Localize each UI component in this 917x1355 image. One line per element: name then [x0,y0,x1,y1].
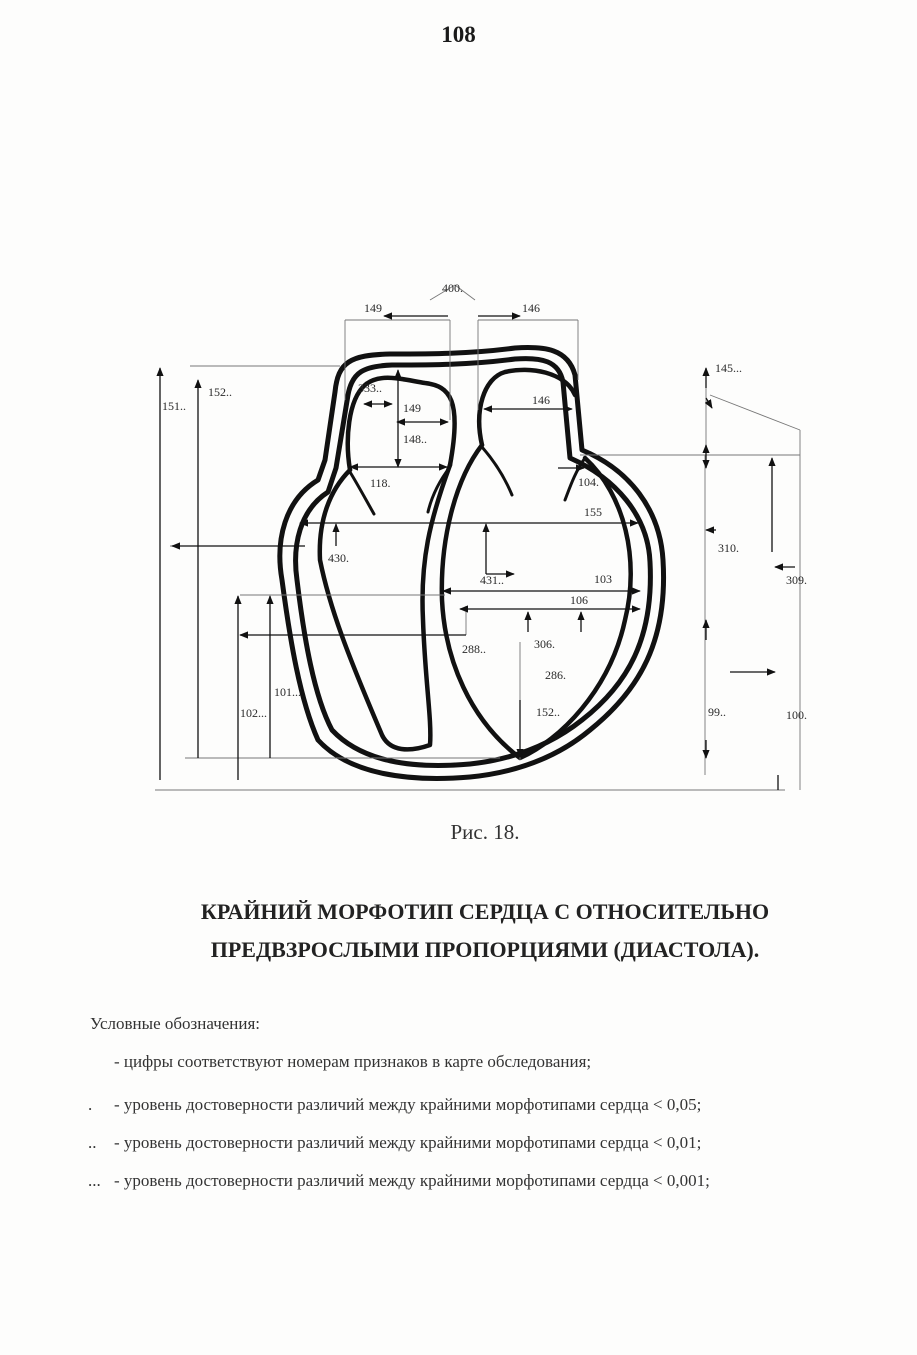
legend-marker: ... [88,1171,101,1190]
label-286: 286. [545,668,566,682]
heart-chambers [320,370,631,758]
label-145: 145... [715,361,742,375]
legend-marker: . [88,1095,93,1114]
legend-item [88,1052,848,1072]
label-400: 400. [442,281,463,295]
page-number: 108 [441,22,476,47]
label-152-left: 152.. [208,385,232,399]
label-333: 333.. [358,381,382,395]
label-310: 310. [718,541,739,555]
label-148: 148.. [403,432,427,446]
label-288: 288.. [462,642,486,656]
label-151: 151.. [162,399,186,413]
label-149-top: 149 [364,301,382,315]
label-430: 430. [328,551,349,565]
legend-text: - уровень достоверности различий между крайними морфотипами сердца < 0,05; [114,1095,702,1114]
label-100: 100. [786,708,807,722]
label-102: 102... [240,706,267,720]
legend-text: - уровень достоверности различий между крайними морфотипами сердца < 0,01; [114,1133,702,1152]
legend-marker: .. [88,1133,97,1152]
label-152-bottom: 152.. [536,705,560,719]
page-title [110,893,860,969]
legend-item [88,1095,848,1115]
label-99: 99.. [708,705,726,719]
label-118: 118. [370,476,391,490]
title-line-2: ПРЕДВЗРОСЛЫМИ ПРОПОРЦИЯМИ (ДИАСТОЛА). [210,937,760,962]
label-431: 431.. [480,573,504,587]
label-101: 101... [274,685,301,699]
label-309: 309. [786,573,807,587]
legend-heading: Условные обозначения: [90,1014,261,1033]
label-106: 106 [570,593,588,607]
label-306: 306. [534,637,555,651]
label-146-top: 146 [522,301,540,315]
legend-item [88,1133,848,1153]
label-146-inner: 146 [532,393,550,407]
label-155: 155 [584,505,602,519]
label-103: 103 [594,572,612,586]
legend-item [88,1171,848,1191]
legend-text: - уровень достоверности различий между крайними морфотипами сердца < 0,001; [114,1171,710,1190]
title-line-1: КРАЙНИЙ МОРФОТИП СЕРДЦА С ОТНОСИТЕЛЬНО [200,899,770,924]
legend-text: - цифры соответствуют номерам признаков в карте обследования; [114,1052,592,1071]
label-104: 104. [578,475,599,489]
label-149-inner: 149 [403,401,421,415]
figure-caption: Рис. 18. [450,820,520,844]
right-atrium [479,370,575,445]
